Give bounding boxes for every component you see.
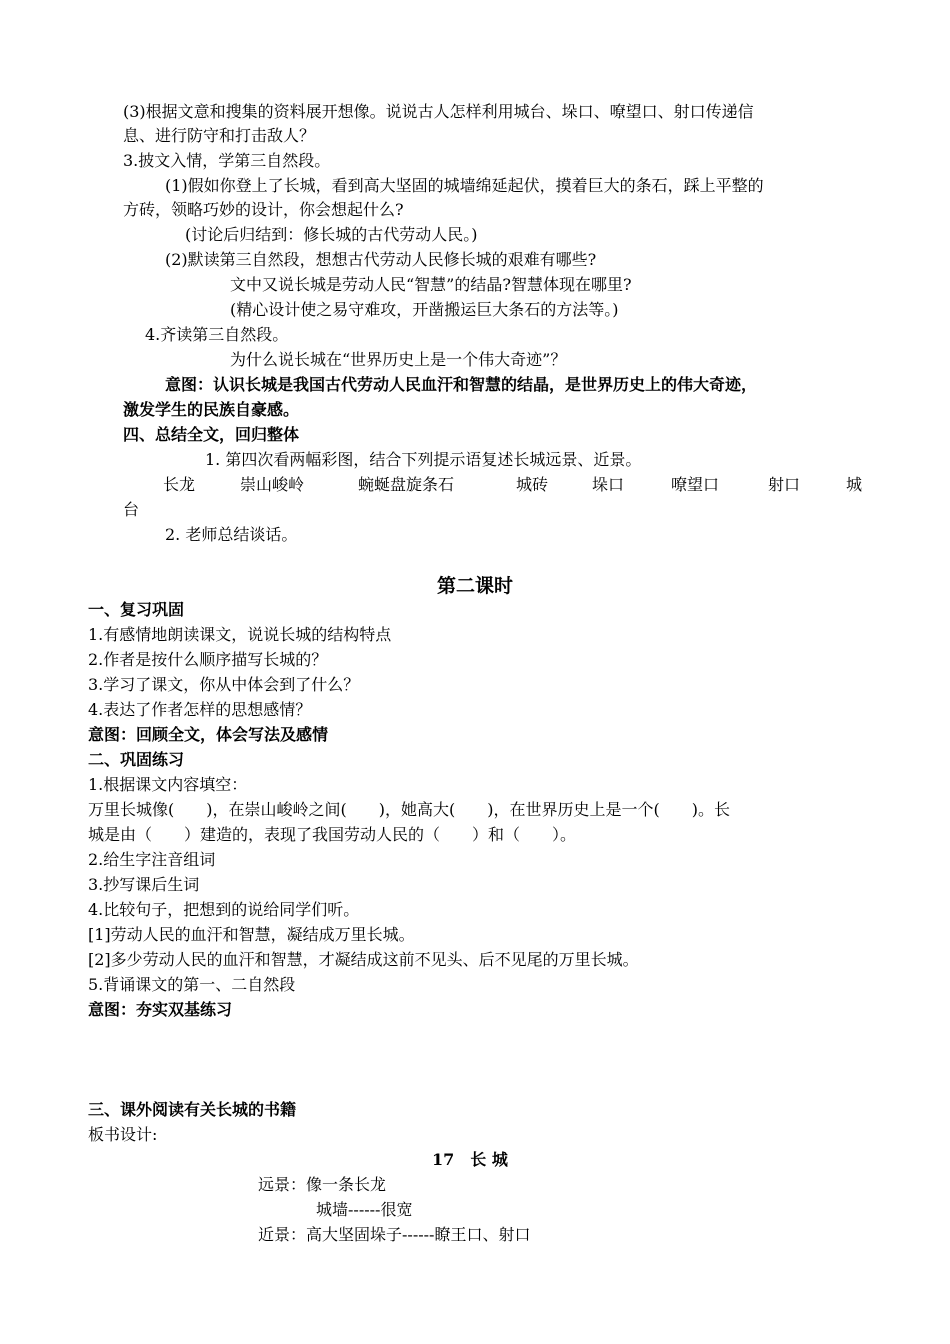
text-line: 2.作者是按什么顺序描写长城的？ [88,650,328,669]
text-line: 4.齐读第三自然段。 [145,325,289,344]
keyword: 城砖 [516,475,549,494]
board-line: 近景：高大坚固垛子------瞭王口、射口 [258,1225,531,1244]
text-line: [1]劳动人民的血汗和智慧，凝结成万里长城。 [88,925,415,944]
text-line: 方砖，领略巧妙的设计，你会想起什么? [123,200,404,219]
text-line: (讨论后归结到：修长城的古代劳动人民。) [185,225,478,244]
section-heading: 一、复习巩固 [88,600,185,619]
text-line: 5.背诵课文的第一、二自然段 [88,975,296,994]
text-line: (精心设计使之易守难攻，开凿搬运巨大条石的方法等。) [230,300,619,319]
section-heading: 三、课外阅读有关长城的书籍 [88,1100,297,1119]
text-line: 文中又说长城是劳动人民“智慧”的结晶?智慧体现在哪里? [230,275,632,294]
text-line: 2.给生字注音组词 [88,850,216,869]
keyword: 蜿蜒盘旋条石 [358,475,455,494]
intent-line: 意图：回顾全文，体会写法及感情 [88,725,329,744]
text-line: 为什么说长城在“世界历史上是一个伟大奇迹”？ [230,350,567,369]
section-heading: 四、总结全文，回归整体 [123,425,300,444]
section-heading: 二、巩固练习 [88,750,185,769]
text-line: 1. 第四次看两幅彩图，结合下列提示语复述长城远景、近景。 [205,450,642,469]
keyword: 嘹望口 [671,475,720,494]
text-line: 3.学习了课文，你从中体会到了什么？ [88,675,360,694]
board-title: 17 长 城 [432,1150,508,1169]
text-line: 4.比较句子，把想到的说给同学们听。 [88,900,360,919]
keyword: 射口 [768,475,801,494]
text-line: 息、进行防守和打击敌人？ [123,126,316,145]
text-line: (3)根据文意和搜集的资料展开想像。说说古人怎样利用城台、垛口、嘹望口、射口传递信 [123,102,754,121]
text-line: 2. 老师总结谈话。 [165,525,298,544]
intent-line: 意图：认识长城是我国古代劳动人民血汗和智慧的结晶，是世界历史上的伟大奇迹， [165,375,758,394]
page-title: 第二课时 [436,575,513,597]
board-line: 远景：像一条长龙 [258,1175,387,1194]
text-line: (2)默读第三自然段，想想古代劳动人民修长城的艰难有哪些? [165,250,597,269]
keyword: 长龙 [163,475,196,494]
fill-blank-line: 万里长城像( )，在崇山峻岭之间( )，她高大( )，在世界历史上是一个( )。长 [88,800,730,819]
text-line: 3.披文入情，学第三自然段。 [123,151,331,170]
keyword: 垛口 [592,475,625,494]
board-line: 城墙------很宽 [316,1200,413,1219]
text-line: [2]多少劳动人民的血汗和智慧，才凝结成这前不见头、后不见尾的万里长城。 [88,950,639,969]
text-line: 3.抄写课后生词 [88,875,200,894]
keyword: 崇山峻岭 [240,475,305,494]
keyword: 城 [846,475,863,494]
text-line: 1.有感情地朗读课文，说说长城的结构特点 [88,625,392,644]
fill-blank-line: 城是由（ ）建造的，表现了我国劳动人民的（ ）和（ ）。 [88,825,577,844]
text-line: 台 [123,500,140,519]
intent-line: 意图：夯实双基练习 [88,1000,233,1019]
text-line: 4.表达了作者怎样的思想感情？ [88,700,312,719]
intent-line: 激发学生的民族自豪感。 [123,400,300,419]
text-line: 板书设计: [88,1125,158,1144]
text-line: (1)假如你登上了长城，看到高大坚固的城墙绵延起伏，摸着巨大的条石，踩上平整的 [165,176,764,195]
text-line: 1.根据课文内容填空： [88,775,248,794]
